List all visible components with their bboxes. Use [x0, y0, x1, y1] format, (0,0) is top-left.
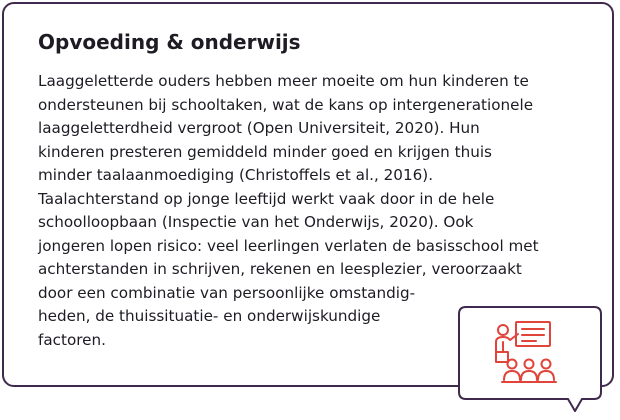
body-line: factoren. [38, 330, 106, 349]
body-line: laaggeletterdheid vergroot (Open Universiteit, 2020). Hun [38, 119, 480, 137]
speech-bubble-icon [458, 306, 602, 412]
body-line: heden, de thuissituatie- en onderwijskundige [38, 307, 381, 325]
icon-callout [458, 306, 602, 400]
body-line: ondersteunen bij schooltaken, wat de kans op intergenerationele [38, 95, 534, 114]
body-line: kinderen presteren gemiddeld minder goed en krijgen thuis [38, 142, 492, 161]
body-line: Laaggeletterde ouders hebben meer moeite om hun kinderen te [38, 72, 529, 90]
body-line: minder taalaanmoediging (Christoffels et al., 2016). [38, 166, 434, 184]
body-line: Taalachterstand op jonge leeftijd werkt vaak door in de hele [38, 189, 495, 208]
body-line: door een combinatie van persoonlijke omstandig- [38, 283, 416, 302]
body-line: jongeren lopen risico: veel leerlingen verlaten de basisschool met [38, 236, 539, 255]
body-line: achterstanden in schrijven, rekenen en leesplezier, veroorzaakt [38, 260, 522, 278]
section-title: Opvoeding & onderwijs [38, 30, 301, 54]
body-line: schoolloopbaan (Inspectie van het Onderwijs, 2020). Ook [38, 213, 474, 231]
